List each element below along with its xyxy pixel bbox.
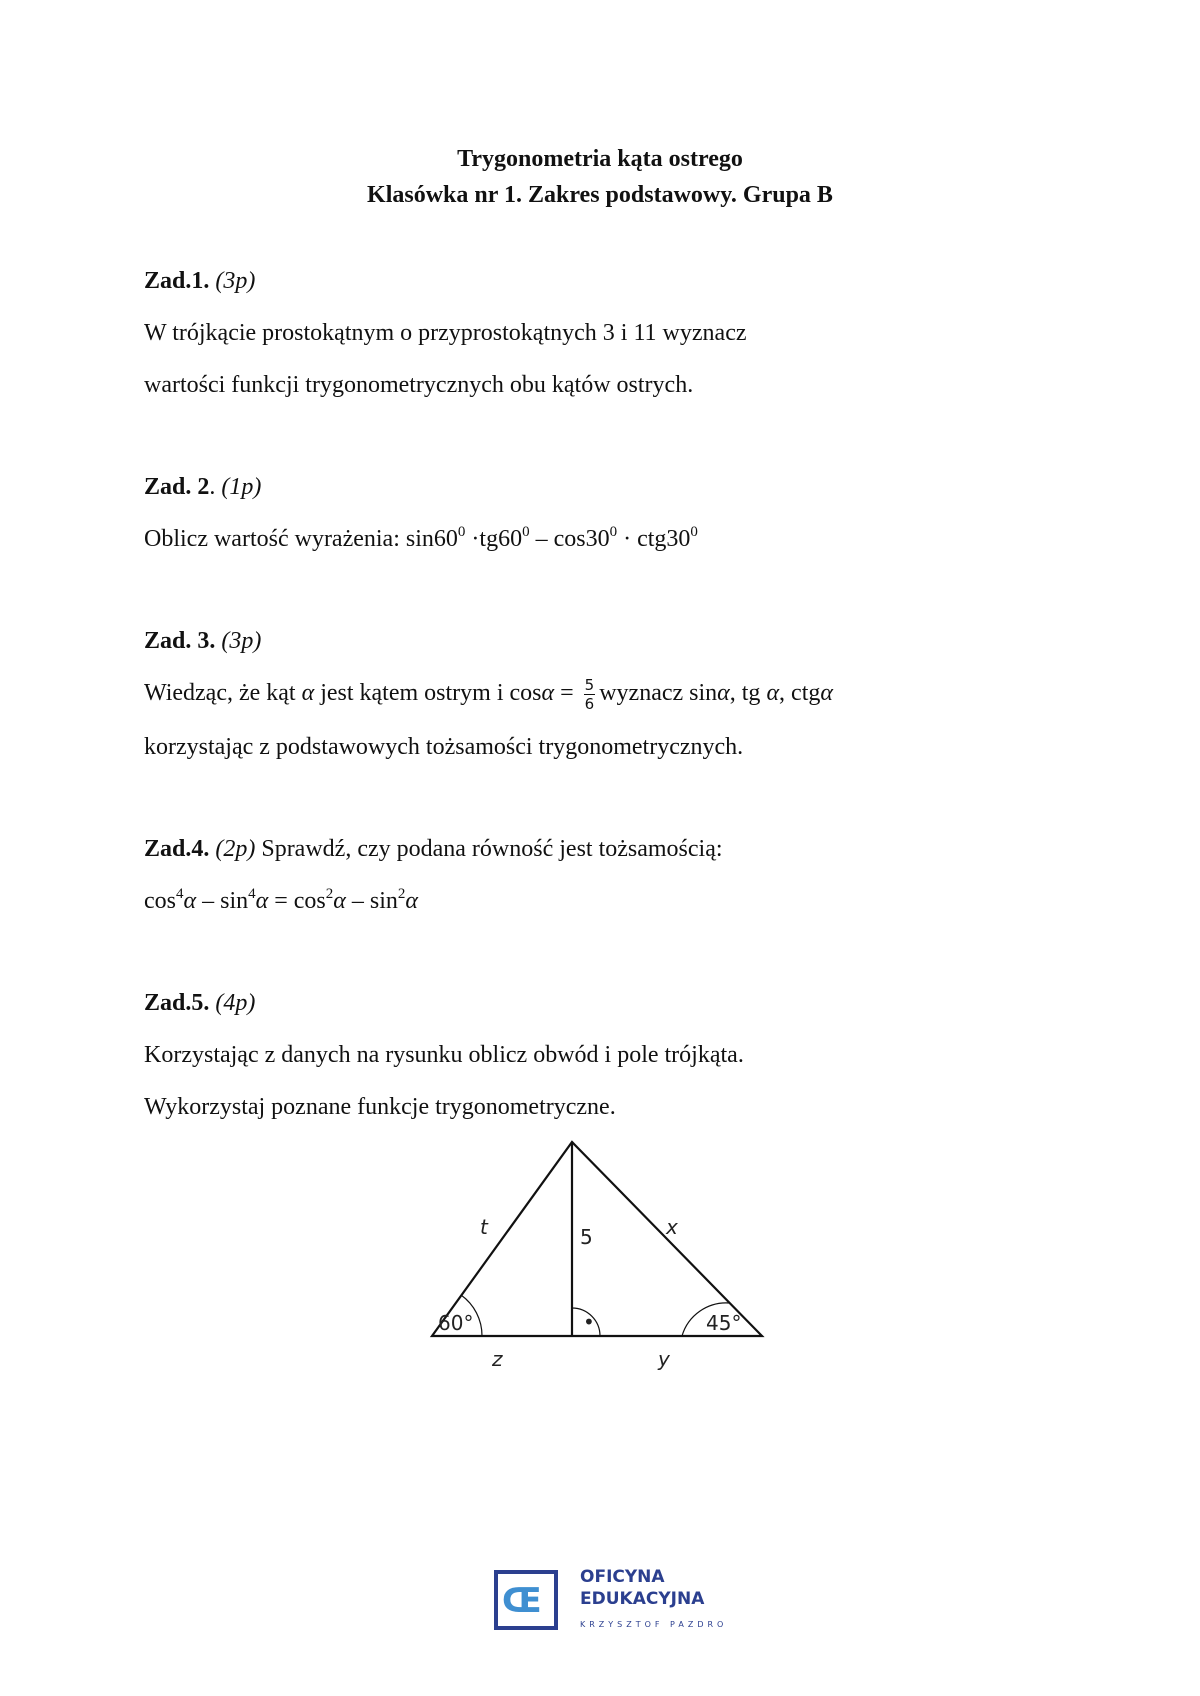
task-2-label: Zad. 2 (144, 474, 210, 500)
task-2-expr-h: 0 (690, 524, 698, 540)
task-2-expr-e: – cos30 (529, 526, 610, 552)
task-5-line-1: Korzystając z danych na rysunku oblicz obwód i pole trójkąta. (144, 1042, 744, 1068)
task-2-expr-g: · ctg30 (617, 526, 691, 552)
angle-label-45: 45° (706, 1311, 742, 1335)
task-4-points: (2p) (215, 836, 256, 862)
label-x: x (666, 1215, 678, 1239)
formula-power: 2 (397, 886, 406, 902)
formula-cos: cos (144, 888, 176, 914)
task-2-expr-c: ·tg60 (465, 526, 523, 552)
formula-cos: cos (293, 888, 326, 914)
alpha-symbol: α (541, 680, 555, 707)
task-3-line-1 (144, 676, 833, 713)
alpha-symbol: α (183, 888, 197, 914)
formula-equals: = (268, 888, 294, 914)
task-5-header (144, 990, 255, 1017)
task-2-expr-f: 0 (609, 524, 618, 540)
logo-line-3: KRZYSZTOF PAZDRO (580, 1620, 728, 1629)
task-5-line-2: Wykorzystaj poznane funkcje trygonometryczne. (144, 1094, 616, 1120)
task-3-text-d: , tg (729, 680, 767, 707)
formula-minus: – (196, 888, 221, 914)
formula-sin: sin (220, 888, 249, 914)
task-3-text-a: Wiedząc, że kąt (144, 680, 302, 707)
task-3-text-b: jest kątem ostrym i cos (314, 680, 542, 707)
alpha-symbol: α (255, 888, 269, 914)
alpha-symbol: α (717, 680, 730, 707)
task-2-header (144, 474, 261, 501)
task-3-text-e: , ctg (779, 680, 821, 707)
publisher-logo (494, 1565, 734, 1639)
page-subtitle: Klasówka nr 1. Zakres podstawowy. Grupa B (367, 182, 833, 208)
task-4-text: Sprawdź, czy podana równość jest tożsamością: (255, 836, 723, 862)
triangle-figure (420, 1130, 800, 1370)
task-4-label: Zad.4. (144, 836, 210, 862)
task-2-body (144, 526, 698, 553)
page-title: Trygonometria kąta ostrego (457, 146, 743, 172)
task-5-points: (4p) (215, 990, 256, 1016)
logo-line-1: OFICYNA (580, 1567, 665, 1587)
label-z: z (492, 1347, 503, 1370)
alpha-symbol: α (766, 680, 780, 707)
label-height-5: 5 (580, 1225, 593, 1249)
logo-mark-icon: Œ (502, 1581, 538, 1621)
alpha-symbol: α (405, 888, 419, 914)
task-5-label: Zad.5. (144, 990, 210, 1016)
alpha-symbol: α (301, 680, 315, 707)
label-t: t (480, 1215, 488, 1239)
task-2-expr-b: 0 (457, 524, 466, 540)
task-1-line-2: wartości funkcji trygonometrycznych obu kątów ostrych. (144, 372, 694, 398)
formula-power: 4 (176, 886, 184, 902)
task-1-line-1: W trójkącie prostokątnym o przyprostokątnych 3 i 11 wyznacz (144, 320, 747, 346)
task-3-label: Zad. 3. (144, 628, 216, 654)
alpha-symbol: α (820, 680, 833, 707)
task-4-header (144, 836, 723, 863)
formula-sin: sin (369, 888, 398, 914)
logo-line-2: EDUKACYJNA (580, 1589, 705, 1609)
task-1-points: (3p) (215, 268, 256, 294)
fraction-numerator: 5 (584, 676, 595, 694)
fraction-denominator: 6 (584, 695, 595, 713)
task-3-text-c: wyznacz sin (599, 680, 718, 707)
task-3-header (144, 628, 261, 655)
task-2-expr-a: sin60 (405, 526, 458, 552)
logo-mark-box (494, 1570, 558, 1630)
formula-minus: – (345, 888, 370, 914)
alpha-symbol: α (333, 888, 346, 914)
label-y: y (658, 1347, 670, 1370)
task-2-points: (1p) (221, 474, 262, 500)
task-2-label-dot: . (209, 474, 216, 500)
task-3-line-2: korzystając z podstawowych tożsamości trygonometrycznych. (144, 734, 744, 760)
task-2-expr-d: 0 (522, 524, 530, 540)
angle-label-60: 60° (438, 1311, 474, 1335)
triangle-outline (432, 1142, 762, 1336)
task-4-formula (144, 888, 418, 915)
task-3-points: (3p) (221, 628, 262, 654)
formula-power: 4 (248, 886, 256, 902)
task-1-label: Zad.1. (144, 268, 210, 294)
formula-power: 2 (325, 886, 334, 902)
right-angle-mark: • (583, 1310, 595, 1334)
task-2-text: Oblicz wartość wyrażenia: (144, 526, 406, 552)
task-1-header (144, 268, 255, 295)
fraction-5-6 (584, 676, 596, 713)
task-3-eq: = (554, 680, 580, 707)
